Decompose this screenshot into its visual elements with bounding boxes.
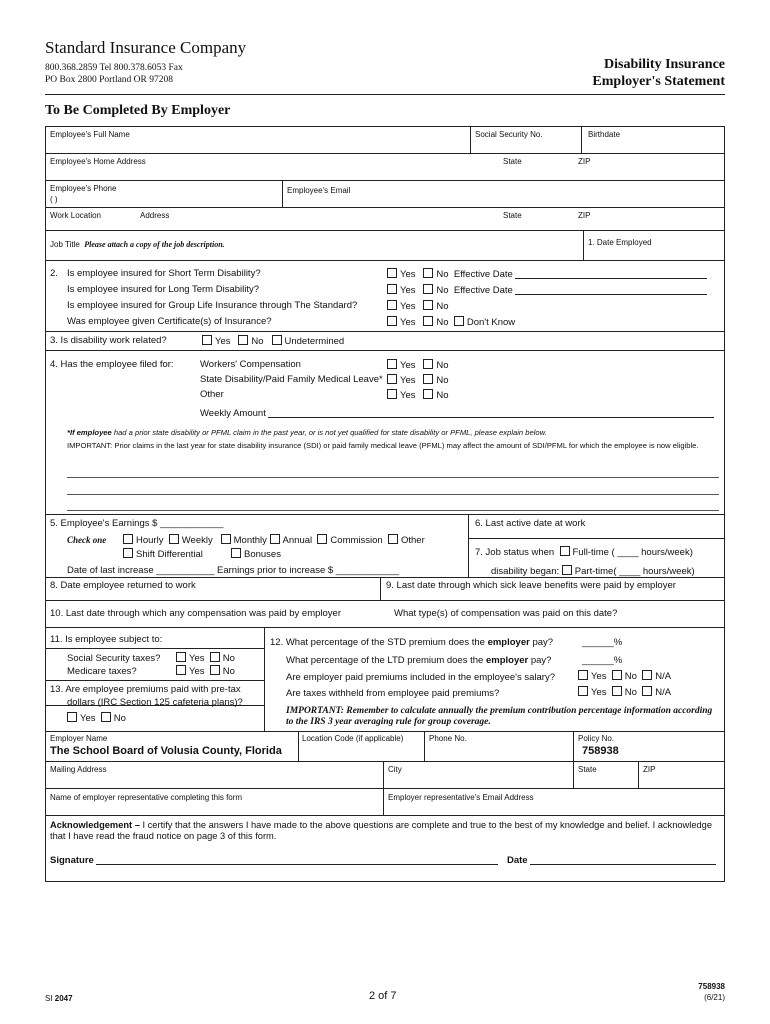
page-number: 2 of 7: [369, 990, 397, 1002]
q11-medicare-text: Medicare taxes?: [67, 666, 137, 677]
q2a-answers: Yes No Effective Date: [387, 268, 707, 280]
ss-yes-checkbox[interactable]: [176, 652, 186, 662]
employer-zip-label: ZIP: [643, 765, 656, 774]
work-address-label: Address: [140, 211, 170, 220]
home-address-field[interactable]: [50, 166, 490, 178]
q4b-yes-checkbox[interactable]: [387, 374, 397, 384]
q2d-yes-checkbox[interactable]: [387, 316, 397, 326]
email-label: Employee's Email: [287, 186, 351, 195]
q11-ss-answers: Yes No: [176, 652, 235, 664]
parttime-checkbox[interactable]: [562, 565, 572, 575]
q3-no-checkbox[interactable]: [238, 335, 248, 345]
q12-important-note: IMPORTANT: Remember to calculate annually the premium contribution percentage information according to the IRS 3 year averaging rule for group coverage.: [286, 706, 713, 727]
q5-increase-line: Date of last increase ___________ Earnings prior to increase $ ____________: [67, 565, 400, 576]
q11-text: 11. Is employee subject to:: [50, 634, 163, 645]
q2d-text: Was employee given Certificate(s) of Insurance?: [67, 316, 272, 327]
policy-no-value[interactable]: 758938: [582, 745, 619, 757]
section-title: To Be Completed By Employer: [45, 103, 231, 118]
form-title-line-1: Disability Insurance: [604, 57, 725, 72]
q13-yes-checkbox[interactable]: [67, 712, 77, 722]
header-rule: [45, 94, 725, 95]
q9-text: 9. Last date through which sick leave benefits were paid by employer: [386, 580, 676, 591]
q12-included-text: Are employer paid premiums included in the employee's salary?: [286, 672, 556, 683]
annual-checkbox[interactable]: [270, 534, 280, 544]
weekly-checkbox[interactable]: [169, 534, 179, 544]
q4c-no-checkbox[interactable]: [423, 389, 433, 399]
q13-line-2: dollars (IRC Section 125 cafeteria plans)?: [67, 697, 243, 708]
medicare-yes-checkbox[interactable]: [176, 665, 186, 675]
rep-email-label: Employer representative's Email Address: [388, 793, 534, 802]
q12-withheld-answers: Yes No N/A: [578, 686, 671, 698]
q4-text: 4. Has the employee filed for:: [50, 359, 174, 370]
q2d-dont-know-checkbox[interactable]: [454, 316, 464, 326]
q11-ss-text: Social Security taxes?: [67, 653, 161, 664]
work-location-label: Work Location: [50, 211, 101, 220]
q4c-text: Other: [200, 389, 224, 400]
q4c-answers: Yes No: [387, 389, 449, 401]
date-label: Date: [507, 855, 716, 866]
location-code-label: Location Code (if applicable): [302, 734, 404, 743]
city-label: City: [388, 765, 402, 774]
q5-pay-options: Hourly Weekly Monthly Annual Commission Other: [123, 534, 425, 546]
q4a-answers: Yes No: [387, 359, 449, 371]
q10-type-text: What type(s) of compensation was paid on this date?: [394, 608, 618, 619]
check-one-label: Check one: [67, 535, 107, 545]
ssn-field[interactable]: [475, 138, 575, 151]
date-employed-label: 1. Date Employed: [588, 238, 652, 247]
withheld-yes-checkbox[interactable]: [578, 686, 588, 696]
withheld-no-checkbox[interactable]: [612, 686, 622, 696]
q5-shift-option: Shift Differential: [123, 548, 203, 560]
work-state-label: State: [503, 211, 522, 220]
acknowledgement-text: Acknowledgement – I certify that the answers I have made to the above questions are complete and true to the best of my knowledge and belief. I acknowledge that I have read the fraud notice on page 3 of this form.: [50, 820, 713, 841]
q2a-yes-checkbox[interactable]: [387, 268, 397, 278]
q4-note-1: *If employee had a prior state disability or PFML claim in the past year, or is not yet qualified for state disability or PFML, please explain below.: [67, 428, 547, 437]
employer-state-label: State: [578, 765, 597, 774]
explain-line-2[interactable]: [67, 494, 719, 495]
q5-text: 5. Employee's Earnings $ ____________: [50, 518, 224, 529]
job-title-note: Please attach a copy of the job description.: [84, 240, 225, 249]
full-name-label: Employee's Full Name: [50, 130, 130, 139]
q8-text: 8. Date employee returned to work: [50, 580, 196, 591]
q3-text: 3. Is disability work related?: [50, 335, 167, 346]
fulltime-checkbox[interactable]: [560, 546, 570, 556]
q4a-no-checkbox[interactable]: [423, 359, 433, 369]
q12-included-answers: Yes No N/A: [578, 670, 671, 682]
q3-undetermined-checkbox[interactable]: [272, 335, 282, 345]
included-yes-checkbox[interactable]: [578, 670, 588, 680]
commission-checkbox[interactable]: [317, 534, 327, 544]
footer-code: 758938: [698, 982, 725, 991]
home-state-label: State: [503, 157, 522, 166]
q4b-text: State Disability/Paid Family Medical Leave*: [200, 374, 383, 385]
bonuses-checkbox[interactable]: [231, 548, 241, 558]
q4b-no-checkbox[interactable]: [423, 374, 433, 384]
q2b-yes-checkbox[interactable]: [387, 284, 397, 294]
q4a-yes-checkbox[interactable]: [387, 359, 397, 369]
ssn-label: Social Security No.: [475, 130, 543, 139]
q12-std-text: 12. What percentage of the STD premium does the employer pay?: [270, 637, 554, 648]
q6-text: 6. Last active date at work: [475, 518, 586, 529]
q4b-answers: Yes No: [387, 374, 449, 386]
q2c-answers: Yes No: [387, 300, 449, 312]
monthly-checkbox[interactable]: [221, 534, 231, 544]
q2d-no-checkbox[interactable]: [423, 316, 433, 326]
q2b-answers: Yes No Effective Date: [387, 284, 707, 296]
q4a-text: Workers' Compensation: [200, 359, 301, 370]
q2-number: 2.: [50, 268, 58, 279]
q12-ltd-pct-field[interactable]: ______%: [582, 655, 623, 666]
phone-no-label: Phone No.: [429, 734, 467, 743]
contact-line-2: PO Box 2800 Portland OR 97208: [45, 75, 173, 85]
home-address-label: Employee's Home Address: [50, 157, 146, 166]
q4-note-2: IMPORTANT: Prior claims in the last year for state disability insurance (SDI) or paid family medical leave (PFML) may affect the amount of SDI/PFML for which the employee is now eligible.: [67, 441, 699, 450]
q2c-yes-checkbox[interactable]: [387, 300, 397, 310]
explain-line-1[interactable]: [67, 477, 719, 478]
q5-bonus-option: Bonuses: [231, 548, 281, 560]
other-checkbox[interactable]: [388, 534, 398, 544]
signature-label: Signature: [50, 855, 498, 866]
phone-label: Employee's Phone: [50, 184, 117, 193]
ss-no-checkbox[interactable]: [210, 652, 220, 662]
included-no-checkbox[interactable]: [612, 670, 622, 680]
q3-answers: Yes No Undetermined: [202, 335, 344, 347]
signature-field[interactable]: [96, 855, 498, 865]
q2a-effective-date-field[interactable]: [515, 269, 707, 279]
full-name-field[interactable]: [50, 138, 465, 151]
contact-line-1: 800.368.2859 Tel 800.378.6053 Fax: [45, 63, 183, 73]
email-field[interactable]: [287, 194, 717, 206]
q2a-no-checkbox[interactable]: [423, 268, 433, 278]
q2a-text: Is employee insured for Short Term Disability?: [67, 268, 261, 279]
policy-no-label: Policy No.: [578, 734, 615, 743]
phone-field[interactable]: ( ): [50, 195, 58, 204]
weekly-amount-label: Weekly Amount: [200, 408, 714, 419]
birthdate-label: Birthdate: [588, 130, 621, 139]
birthdate-field[interactable]: [588, 138, 718, 151]
q2b-text: Is employee insured for Long Term Disability?: [67, 284, 260, 295]
q2b-effective-date-field[interactable]: [515, 285, 707, 295]
form-title-line-2: Employer's Statement: [592, 74, 725, 89]
revision-date: (6/21): [704, 993, 725, 1002]
form-number: SI 2047: [45, 994, 73, 1003]
q2c-text: Is employee insured for Group Life Insurance through The Standard?: [67, 300, 358, 311]
shift-differential-checkbox[interactable]: [123, 548, 133, 558]
q11-medicare-answers: Yes No: [176, 665, 235, 677]
q7-text: 7. Job status when Full-time ( ____ hours/week): [475, 547, 693, 558]
q12-withheld-text: Are taxes withheld from employee paid premiums?: [286, 688, 500, 699]
q13-no-checkbox[interactable]: [101, 712, 111, 722]
rep-name-label: Name of employer representative completing this form: [50, 793, 243, 802]
medicare-no-checkbox[interactable]: [210, 665, 220, 675]
withheld-na-checkbox[interactable]: [642, 686, 652, 696]
q12-ltd-text: What percentage of the LTD premium does the employer pay?: [286, 655, 552, 666]
q2b-no-checkbox[interactable]: [423, 284, 433, 294]
employer-name-label: Employer Name: [50, 734, 108, 743]
home-zip-label: ZIP: [578, 157, 591, 166]
signature-date-field[interactable]: [530, 855, 716, 865]
employer-name-value[interactable]: The School Board of Volusia County, Florida: [50, 745, 282, 757]
mailing-address-label: Mailing Address: [50, 765, 107, 774]
q13-line-1: 13. Are employee premiums paid with pre-tax: [50, 684, 241, 695]
q12-std-pct-field[interactable]: ______%: [582, 637, 623, 648]
q3-yes-checkbox[interactable]: [202, 335, 212, 345]
weekly-amount-field[interactable]: [268, 408, 714, 418]
explain-line-3[interactable]: [67, 510, 719, 511]
q10-text: 10. Last date through which any compensation was paid by employer: [50, 608, 341, 619]
q13-answers: Yes No: [67, 712, 126, 724]
q2c-no-checkbox[interactable]: [423, 300, 433, 310]
included-na-checkbox[interactable]: [642, 670, 652, 680]
q2d-answers: Yes No Don't Know: [387, 316, 515, 328]
q7-began: disability began: Part-time( ____ hours/week): [491, 566, 695, 577]
q4c-yes-checkbox[interactable]: [387, 389, 397, 399]
hourly-checkbox[interactable]: [123, 534, 133, 544]
job-title-label: Job Title Please attach a copy of the job description.: [50, 240, 225, 249]
company-name: Standard Insurance Company: [45, 38, 247, 57]
work-zip-label: ZIP: [578, 211, 591, 220]
